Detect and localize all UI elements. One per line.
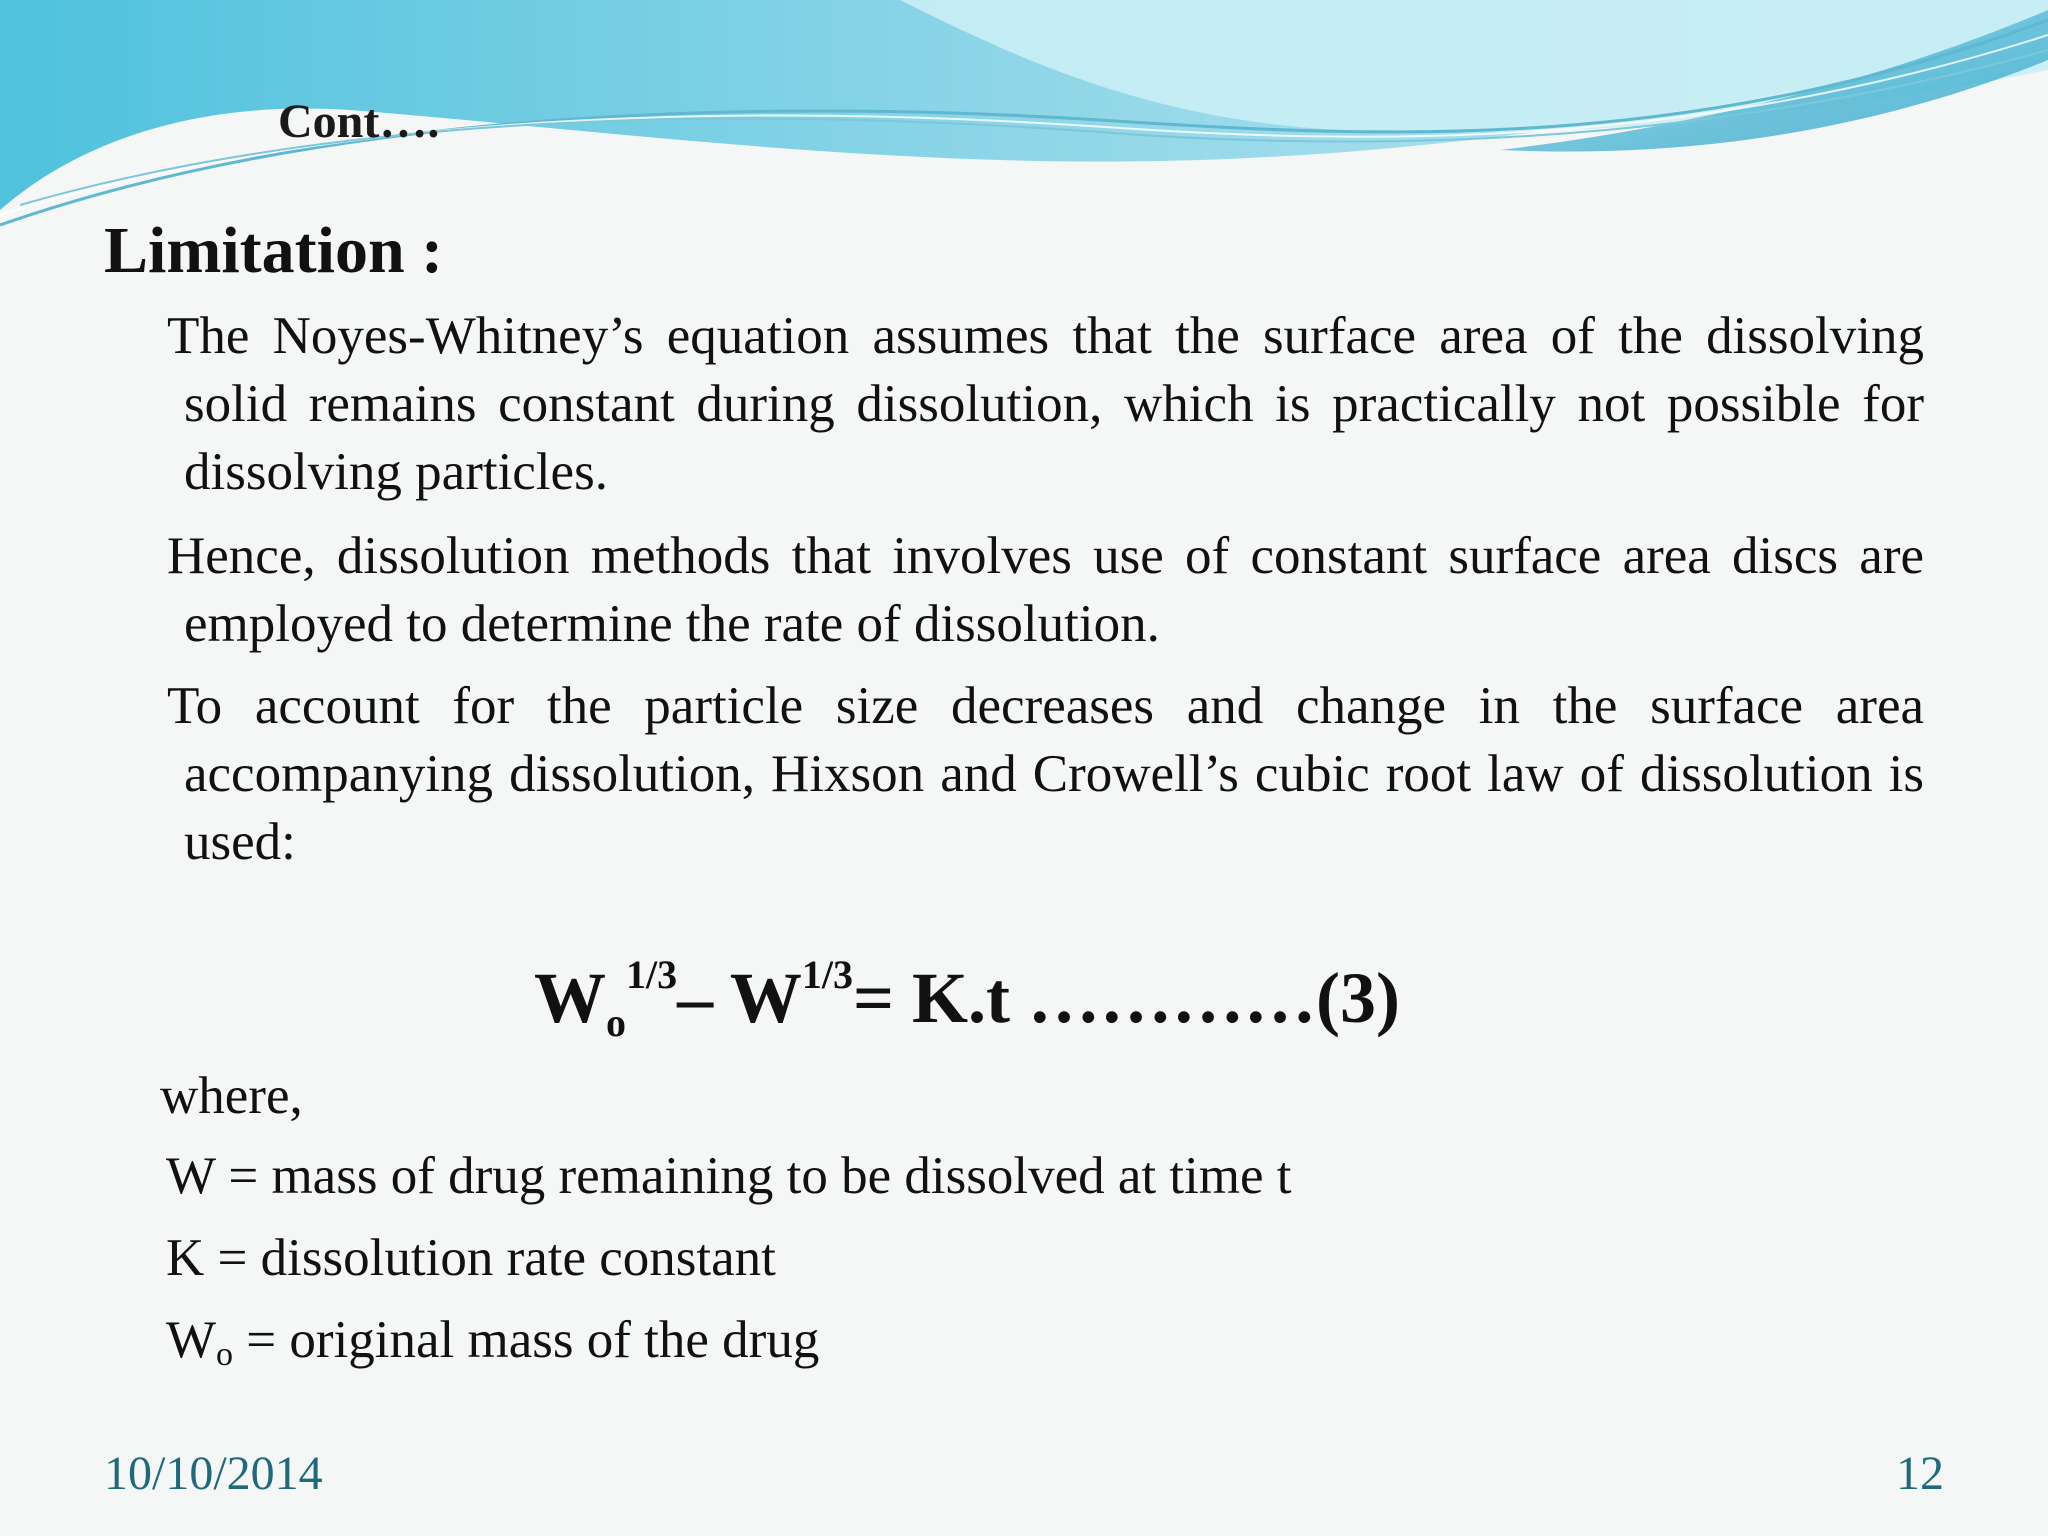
definition-w0-symbol: W [166,1311,217,1369]
equation-exponent-2: 1/3 [801,952,853,997]
section-heading: Limitation : [104,214,444,287]
cube-root-equation [534,952,1400,1045]
equation-minus-w: – W [677,958,802,1038]
paragraph-constant-surface: Hence, dissolution methods that involves use of constant surface area discs are employed to determine the rate of dissolution. [167,527,1924,653]
equation-rhs: = K.t …………(3) [852,958,1400,1038]
definition-w0-text: = original mass of the drug [233,1311,820,1369]
where-label: where, [160,1067,303,1125]
equation-w0: W [534,958,606,1038]
footer-date: 10/10/2014 [104,1447,323,1500]
definition-w: W = mass of drug remaining to be dissolved at time t [166,1147,1292,1205]
paragraph-hixson-crowell: To account for the particle size decreases and change in the surface area accompanying dissolution, Hixson and Crowell’s cubic root law of dissolution is used: [167,677,1924,871]
definition-k: K = dissolution rate constant [166,1229,776,1287]
equation-exponent-1: 1/3 [626,952,678,997]
definition-w0 [166,1311,820,1373]
definition-w0-subscript: o [216,1336,234,1373]
slide-subtitle: Cont…. [278,95,440,148]
equation-w0-subscript: o [606,1000,626,1045]
paragraph-noyes-whitney: The Noyes-Whitney’s equation assumes that the surface area of the dissolving solid remains constant during dissolution, which is practically not possible for dissolving particles. [167,307,1924,501]
slide-number: 12 [1896,1447,1944,1500]
